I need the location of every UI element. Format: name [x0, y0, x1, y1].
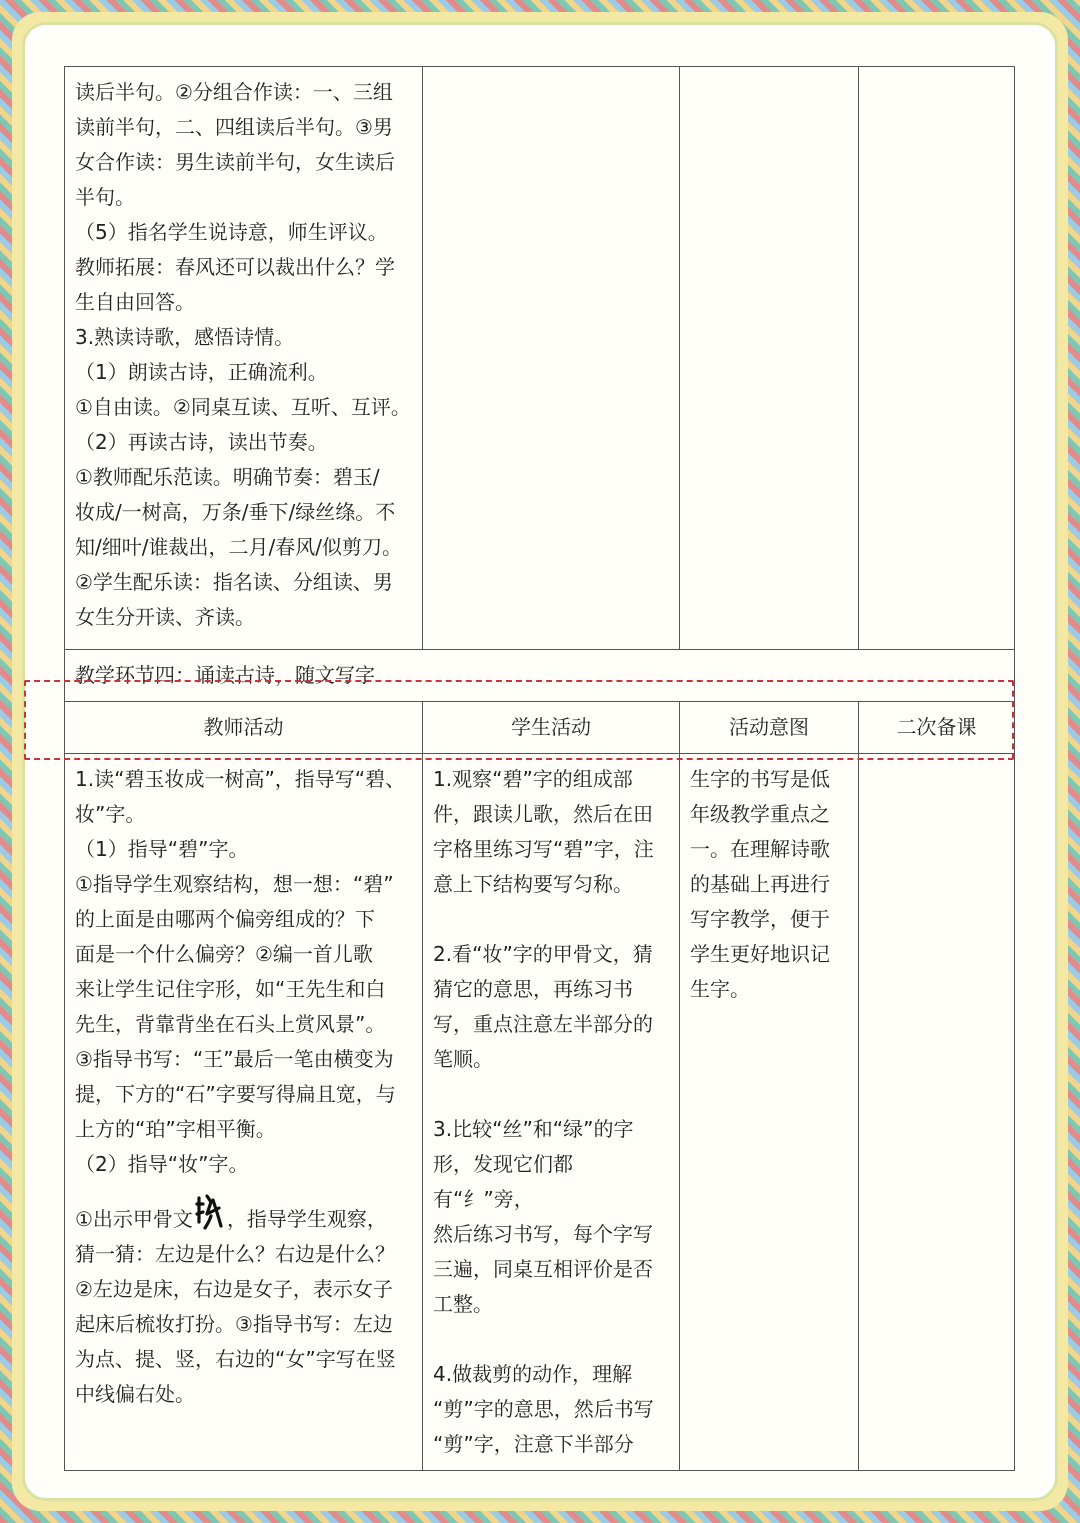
text-line: 读前半句，二、四组读后半句。③男: [75, 115, 393, 139]
text-line: （5）指名学生说诗意，师生评议。: [75, 220, 388, 244]
text-line: 字格里练习写“碧”字，注: [433, 837, 654, 861]
text-line: 中线偏右处。: [75, 1382, 195, 1406]
second-prep-cell: [859, 754, 1015, 1471]
text-line: 生字的书写是低: [690, 767, 830, 791]
text-line: 3.比较“丝”和“绿”的字: [433, 1117, 634, 1141]
text-line: 意上下结构要写匀称。: [433, 872, 633, 896]
header-second-prep: 二次备课: [859, 702, 1015, 754]
text-line: 猜一猜：左边是什么？右边是什么？: [75, 1242, 395, 1266]
table-row: [65, 754, 1015, 1471]
text-line: 3.熟读诗歌，感悟诗情。: [75, 325, 295, 349]
text-line: 妆”字。: [75, 802, 146, 826]
oracle-bone-glyph-icon: [195, 1192, 225, 1232]
text-line: ①自由读。②同桌互读、互听、互评。: [75, 395, 411, 419]
text-line: 猜它的意思，再练习书: [433, 977, 633, 1001]
second-prep-cell-continued: [859, 67, 1015, 650]
text-line: 的上面是由哪两个偏旁组成的？下: [75, 907, 375, 931]
text-line: ②左边是床，右边是女子，表示女子: [75, 1277, 393, 1301]
text-line: 学生更好地识记: [690, 942, 830, 966]
teacher-activity-cell-continued: [65, 67, 423, 650]
text-line: 一。在理解诗歌: [690, 837, 830, 861]
text-line: 三遍，同桌互相评价是否: [433, 1257, 653, 1281]
header-activity-intent: 活动意图: [680, 702, 859, 754]
text-line: 1.读“碧玉妆成一树高”，指导写“碧、: [75, 767, 406, 791]
text-line: ②学生配乐读：指名读、分组读、男: [75, 570, 393, 594]
header-row: [65, 702, 1015, 754]
section-row: [65, 650, 1015, 702]
text-line-with-image: [75, 1192, 412, 1237]
text-line: ①指导学生观察结构，想一想：“碧”: [75, 872, 394, 896]
text-line: ①教师配乐范读。明确节奏：碧玉/: [75, 465, 380, 489]
text-line: 提，下方的“石”字要写得扁且宽，与: [75, 1082, 396, 1106]
text-line: 先生，背靠背坐在石头上赏风景”。: [75, 1012, 386, 1036]
text-line: 4.做裁剪的动作，理解: [433, 1362, 633, 1386]
text-line: （2）指导“妆”字。: [75, 1152, 249, 1176]
text-segment: ①出示甲骨文: [75, 1207, 193, 1231]
text-segment: ，指导学生观察，: [226, 1207, 387, 1231]
text-line: 2.看“妆”字的甲骨文，猜: [433, 942, 653, 966]
text-line: 知/细叶/谁裁出，二月/春风/似剪刀。: [75, 535, 402, 559]
text-line: 件，跟读儿歌，然后在田: [433, 802, 653, 826]
text-line: 读后半句。②分组合作读：一、三组: [75, 80, 393, 104]
text-line: 年级教学重点之: [690, 802, 830, 826]
table-row-continued: [65, 67, 1015, 650]
text-line: 面是一个什么偏旁？②编一首儿歌: [75, 942, 373, 966]
text-line: 为点、提、竖，右边的“女”字写在竖: [75, 1347, 396, 1371]
intent-cell-continued: [680, 67, 859, 650]
text-line: “剪”字，注意下半部分: [433, 1432, 634, 1456]
text-line: 然后练习书写，每个字写: [433, 1222, 653, 1246]
text-line: 教师拓展：春风还可以裁出什么？学: [75, 255, 395, 279]
text-line: （1）指导“碧”字。: [75, 837, 249, 861]
text-line: 起床后梳妆打扮。③指导书写：左边: [75, 1312, 393, 1336]
text-line: 上方的“珀”字相平衡。: [75, 1117, 276, 1141]
text-line: 工整。: [433, 1292, 493, 1316]
text-line: 妆成/一树高，万条/垂下/绿丝绦。不: [75, 500, 396, 524]
header-student-activity: 学生活动: [423, 702, 680, 754]
lesson-plan-table: [64, 66, 1015, 1471]
student-activity-cell-continued: [423, 67, 680, 650]
teacher-activity-cell: [65, 754, 423, 1471]
section-title: 教学环节四：诵读古诗，随文写字: [65, 650, 1015, 702]
header-teacher-activity: 教师活动: [65, 702, 423, 754]
activity-intent-cell: [680, 754, 859, 1471]
text-line: 女合作读：男生读前半句，女生读后: [75, 150, 395, 174]
text-line: 笔顺。: [433, 1047, 493, 1071]
text-line: 女生分开读、齐读。: [75, 605, 255, 629]
text-line: 来让学生记住字形，如“王先生和白: [75, 977, 386, 1001]
text-line: （2）再读古诗，读出节奏。: [75, 430, 328, 454]
text-line: 写字教学，便于: [690, 907, 830, 931]
text-line: （1）朗读古诗，正确流利。: [75, 360, 328, 384]
text-line: 生自由回答。: [75, 290, 195, 314]
text-line: 的基础上再进行: [690, 872, 830, 896]
text-line: 1.观察“碧”字的组成部: [433, 767, 633, 791]
text-line: 生字。: [690, 977, 750, 1001]
text-line: 形，发现它们都有“纟”旁，: [433, 1152, 573, 1211]
student-activity-cell: [423, 754, 680, 1471]
text-line: 写，重点注意左半部分的: [433, 1012, 653, 1036]
text-line: ③指导书写：“王”最后一笔由横变为: [75, 1047, 394, 1071]
text-line: “剪”字的意思，然后书写: [433, 1397, 654, 1421]
text-line: 半句。: [75, 185, 135, 209]
